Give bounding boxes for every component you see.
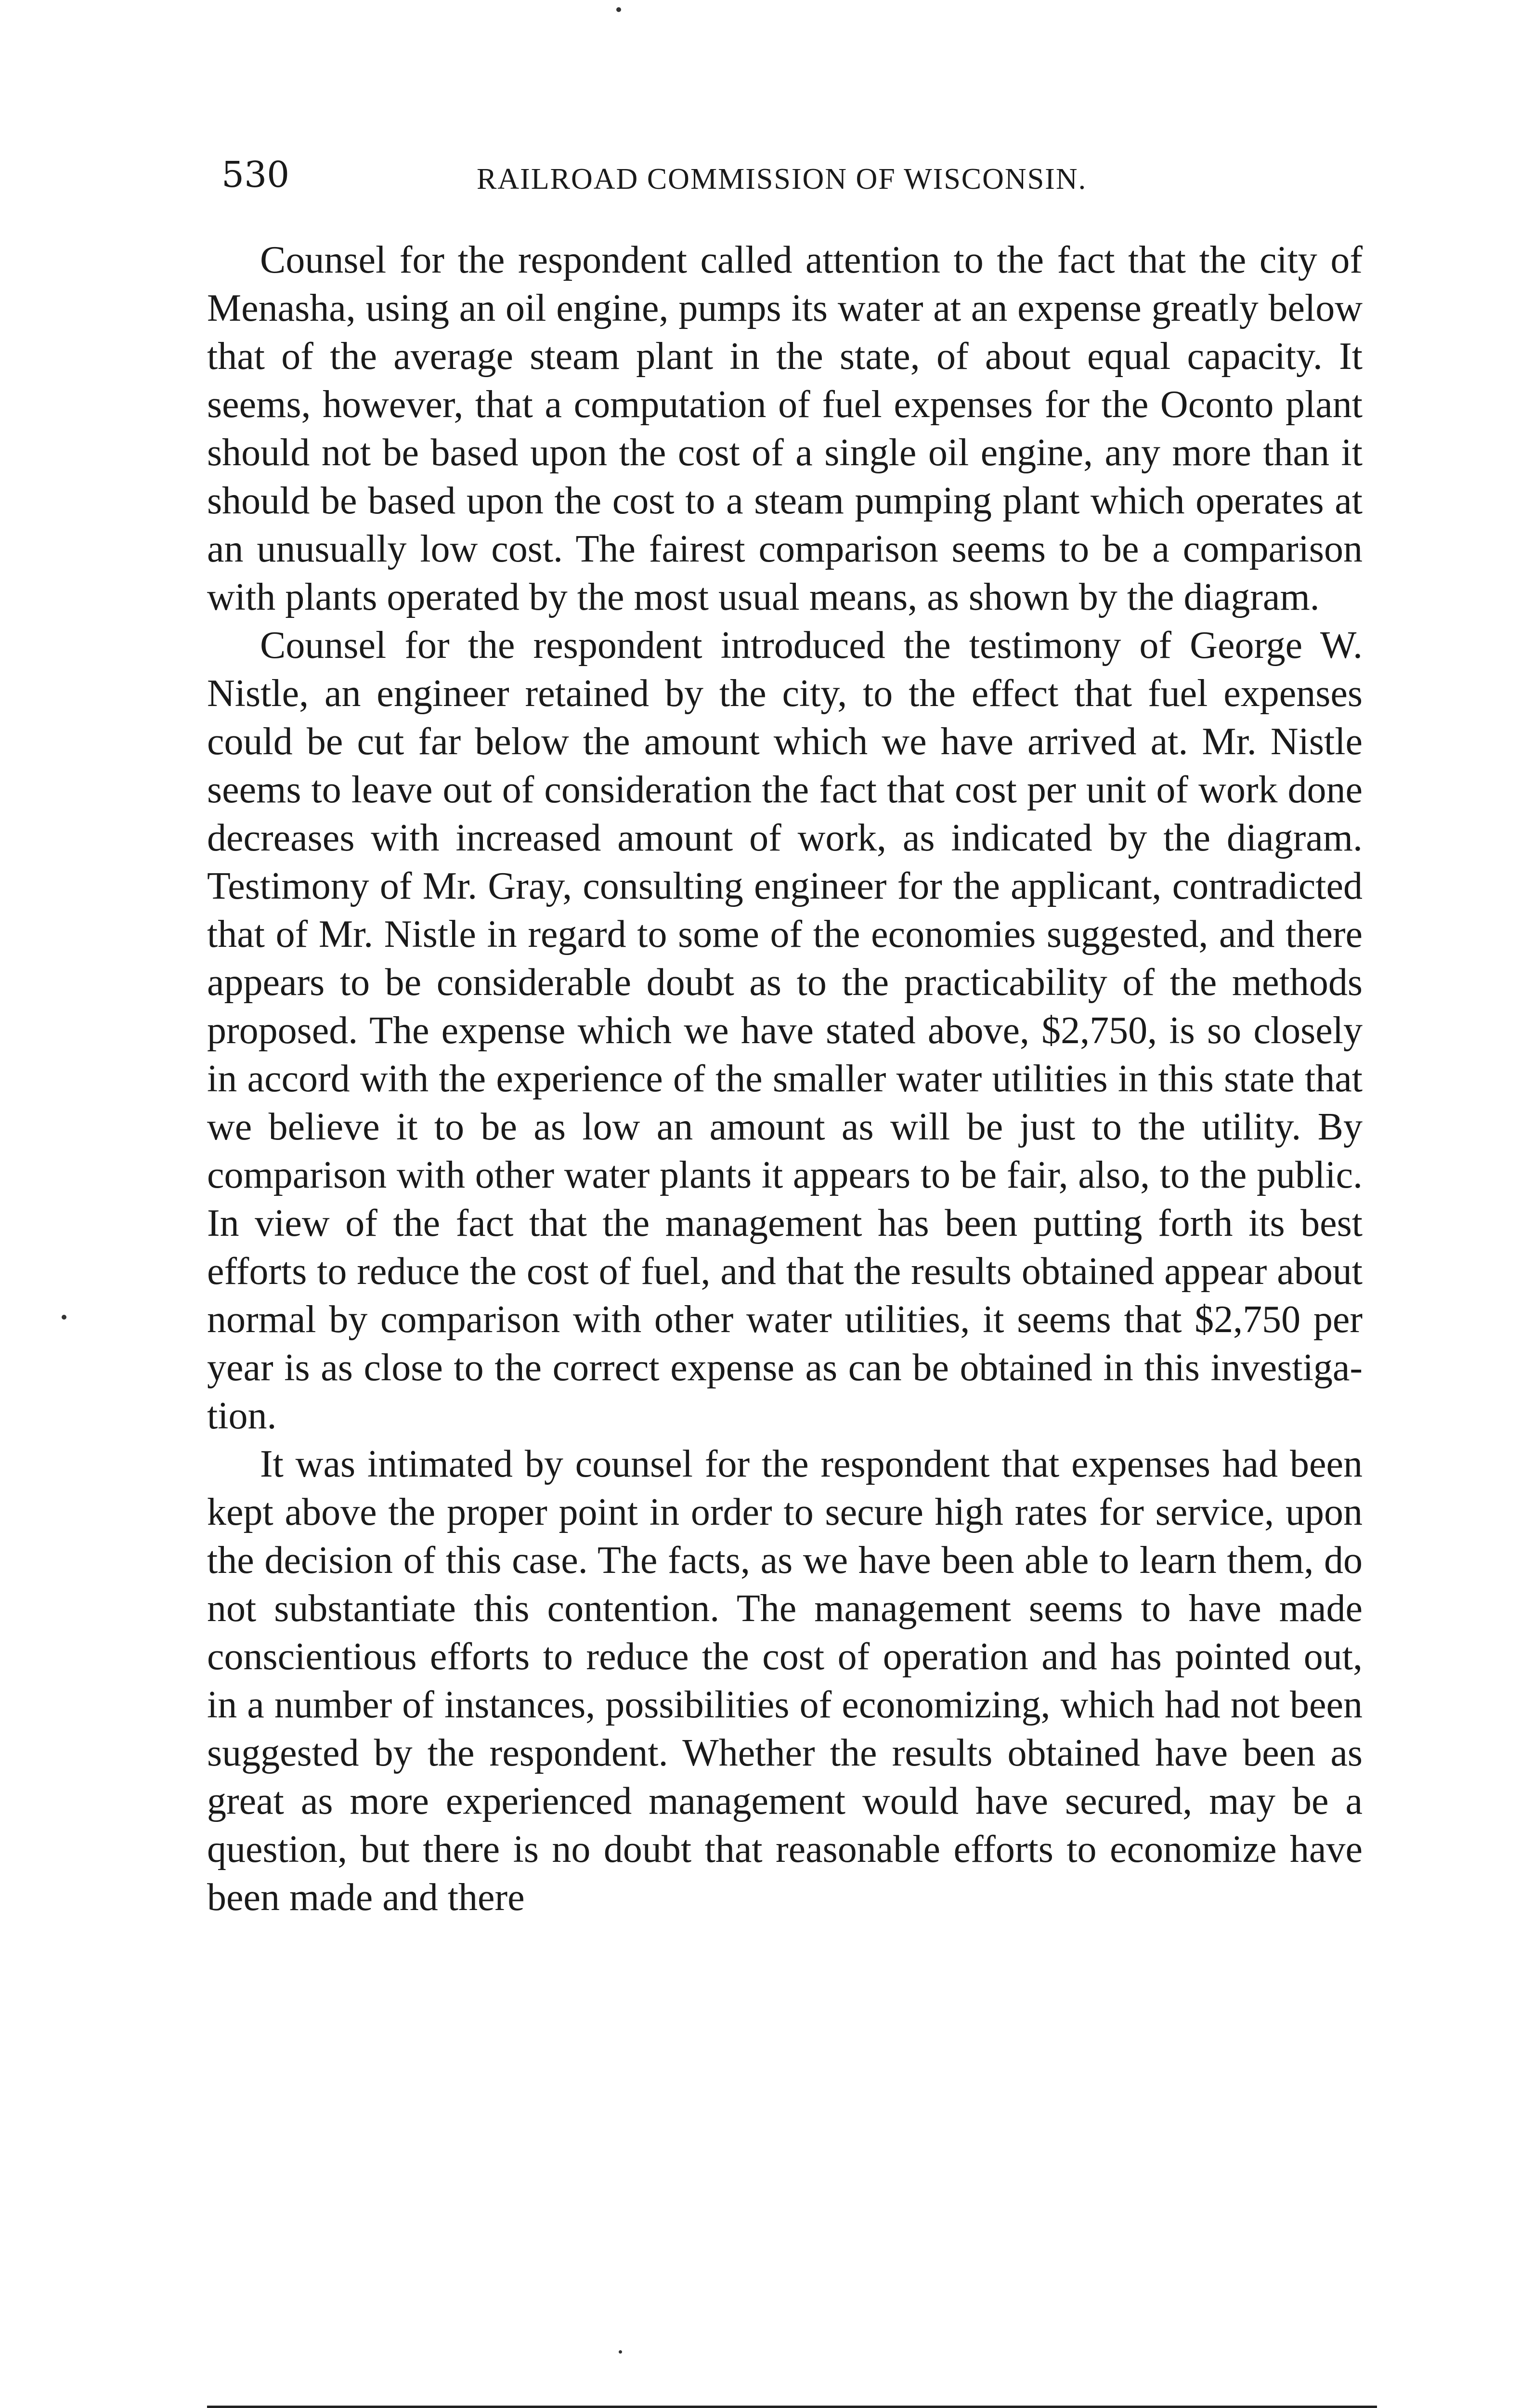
paragraph-1: Counsel for the respondent called attention to the fact that the city of Menasha, using an oil engine, pumps its water at an expense greatly below that of the average steam plant in the state, of about equal capacity. It seems, however, that a computation of fuel expenses for the Oconto plant should not be based upon the cost of a single oil engine, any more than it should be based upon the cost to a steam pumping plant which operates at an unusually low cost. The fairest comparison seems to be a comparison with plants operated by the most usual means, as shown by the diagram. bbox=[207, 239, 1363, 618]
scan-speck bbox=[619, 2350, 622, 2354]
bottom-rule bbox=[207, 2406, 1377, 2408]
page-header bbox=[207, 153, 1372, 196]
paragraph-3: It was intimated by counsel for the respondent that expenses had been kept above the proper point in order to secure high rates for service, upon the decision of this case. The facts, as we have been able to learn them, do not substantiate this contention. The management seems to have made conscientious efforts to reduce the cost of operation and has pointed out, in a number of instances, possibilities of economizing, which had not been suggested by the respondent. Whether the results obtained have been as great as more experienced management would have secured, may be a question, but there is no doubt that reasonable efforts to economize have been made and there bbox=[207, 1443, 1363, 1919]
scan-speck bbox=[616, 7, 621, 12]
running-head: RAILROAD COMMISSION OF WISCONSIN. bbox=[477, 163, 1087, 196]
scan-speck bbox=[62, 1315, 66, 1320]
page-number: 530 bbox=[221, 154, 290, 196]
body-text bbox=[207, 236, 1363, 1922]
paragraph-2: Counsel for the respondent introduced the testimony of George W. Nistle, an engineer retained by the city, to the effect that fuel expenses could be cut far below the amount which we have arrived at. Mr. Nistle seems to leave out of consideration the fact that cost per unit of work done decreases with increased amount of work, as indicated by the diagram. Testimony of Mr. Gray, consulting engineer for the applicant, contradicted that of Mr. Nistle in regard to some of the economies suggested, and there appears to be considerable doubt as to the practicability of the methods proposed. The expense which we have stated above, $2,750, is so closely in accord with the experience of the smaller water utilities in this state that we believe it to be as low an amount as will be just to the utility. By comparison with other water plants it appears to be fair, also, to the public. In view of the fact that the management has been putting forth its best efforts to reduce the cost of fuel, and that the results obtained appear about normal by comparison with other water utilities, it seems that $2,750 per year is as close to the correct expense as can be obtained in this investigation. bbox=[207, 624, 1363, 1437]
